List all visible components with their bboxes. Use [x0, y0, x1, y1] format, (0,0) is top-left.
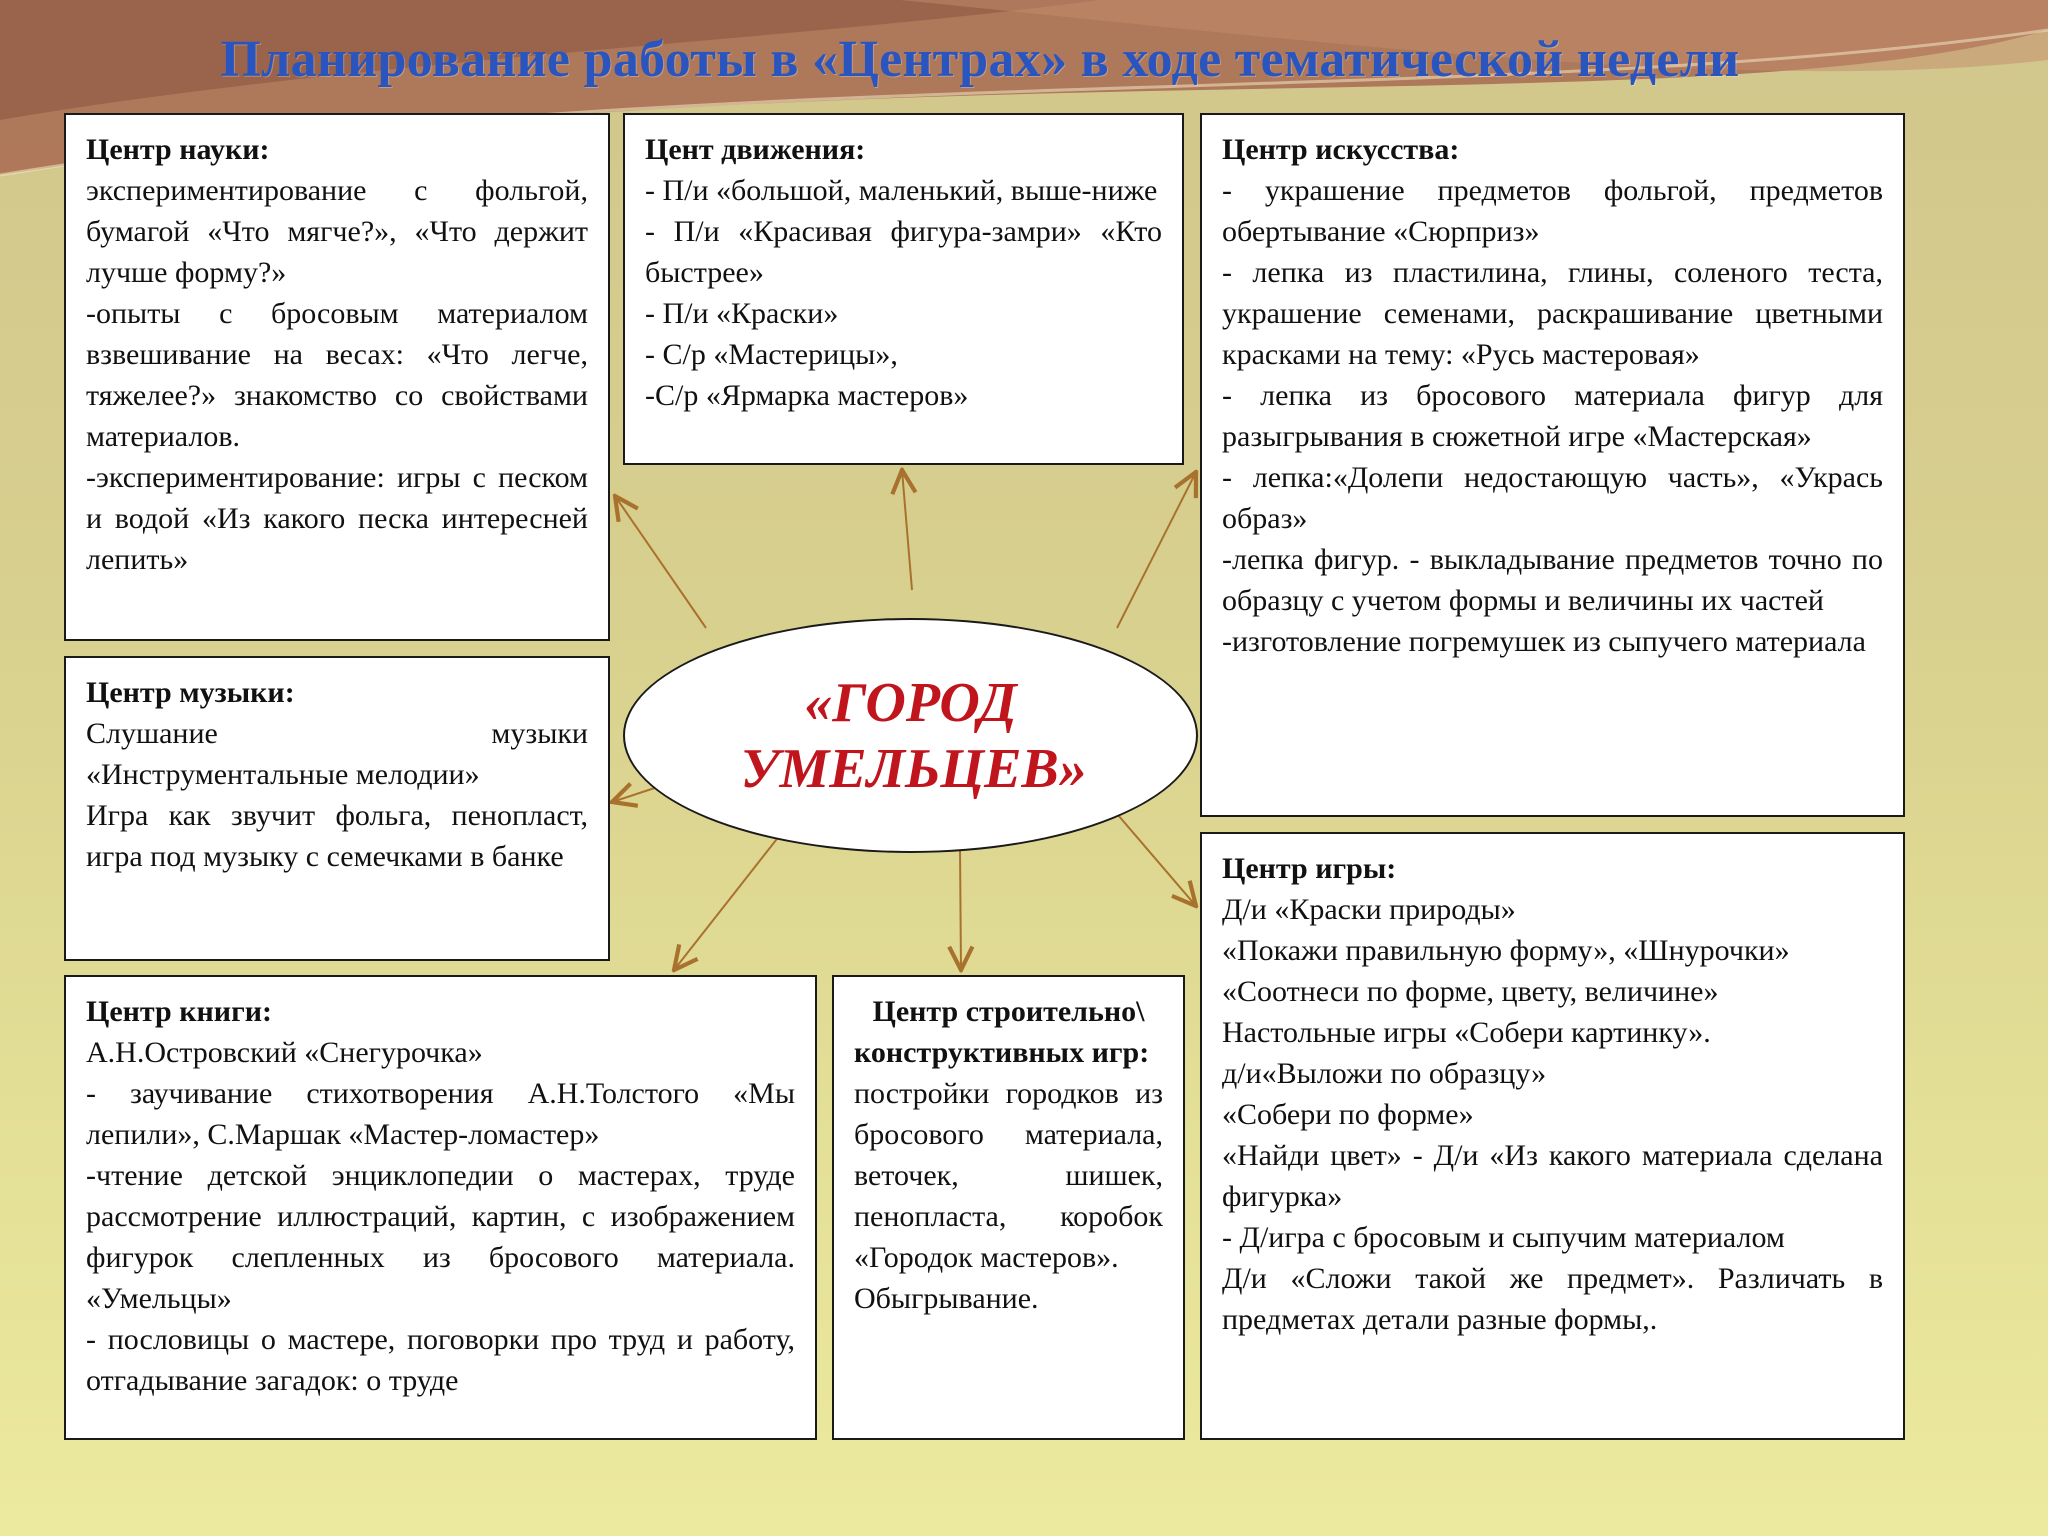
center-stroy-item: Обыгрывание. [854, 1282, 1039, 1315]
center-iskus-item: - лепка из пластилина, глины, соленого теста, украшение семенами, раскрашивание цветными красками на тему: «Русь мастеровая» [1222, 256, 1883, 371]
central-theme-text [740, 670, 1087, 802]
arrow-to-nauka [615, 496, 706, 628]
center-iskus-item: -изготовление погремушек из сыпучего материала [1222, 625, 1866, 658]
center-nauka-item: -опыты с бросовым материалом взвешивание на весах: «Что легче, тяжелее?» знакомство со свойствами материалов. [86, 297, 588, 453]
center-nauka-heading: Центр науки: [86, 133, 270, 166]
center-kniga-item: - пословицы о мастере, поговорки про труд и работу, отгадывание загадок: о труде [86, 1323, 795, 1397]
center-stroy-box [832, 975, 1185, 1440]
center-igra-item: д/и«Выложи по образцу» [1222, 1057, 1547, 1090]
center-dvizh-item: -С/р «Ярмарка мастеров» [645, 379, 969, 412]
center-dvizh-box [623, 113, 1184, 465]
center-igra-item: «Собери по форме» [1222, 1098, 1474, 1131]
center-muz-item: Игра как звучит фольга, пенопласт, игра под музыку с семечками в банке [86, 799, 588, 873]
central-theme-line2: УМЕЛЬЦЕВ» [740, 737, 1087, 800]
center-dvizh-heading: Цент движения: [645, 133, 866, 166]
center-dvizh-item: - П/и «большой, маленький, выше-ниже [645, 174, 1158, 207]
center-igra-item: «Найди цвет» - Д/и «Из какого материала сделана фигурка» [1222, 1139, 1883, 1213]
center-muz-heading: Центр музыки: [86, 676, 295, 709]
central-theme-line1: «ГОРОД [804, 671, 1017, 734]
center-kniga-heading: Центр книги: [86, 995, 272, 1028]
center-nauka-box [64, 113, 610, 641]
center-iskus-item: -лепка фигур. - выкладывание предметов точно по образцу с учетом формы и величины их частей [1222, 543, 1883, 617]
center-muz-box [64, 656, 610, 961]
center-dvizh-item: - С/р «Мастерицы», [645, 338, 898, 371]
center-igra-item: «Покажи правильную форму», «Шнурочки» [1222, 934, 1790, 967]
center-igra-box [1200, 832, 1905, 1440]
center-igra-item: «Соотнеси по форме, цвету, величине» [1222, 975, 1719, 1008]
page-title: Планирование работы в «Центрах» в ходе тематической недели [220, 31, 1740, 88]
arrow-to-dvizh [902, 470, 912, 590]
arrow-to-igra [1118, 815, 1196, 906]
center-iskus-item: - украшение предметов фольгой, предметов обертывание «Сюрприз» [1222, 174, 1883, 248]
center-iskus-item: - лепка из бросового материала фигур для разыгрывания в сюжетной игре «Мастерская» [1222, 379, 1883, 453]
center-iskus-heading: Центр искусства: [1222, 133, 1460, 166]
center-nauka-item: экспериментирование с фольгой, бумагой «Что мягче?», «Что держит лучше форму?» [86, 174, 588, 289]
center-igra-item: Д/и «Сложи такой же предмет». Различать в предметах детали разные формы,. [1222, 1262, 1883, 1336]
center-iskus-item: - лепка:«Долепи недостающую часть», «Укрась образ» [1222, 461, 1883, 535]
arrow-to-stroy [960, 848, 961, 970]
center-kniga-box [64, 975, 817, 1440]
center-dvizh-item: - П/и «Краски» [645, 297, 839, 330]
arrow-to-kniga [674, 835, 780, 970]
arrow-to-iskus [1117, 472, 1196, 628]
center-nauka-item: -экспериментирование: игры с песком и водой «Из какого песка интересней лепить» [86, 461, 588, 576]
center-igra-item: Настольные игры «Собери картинку». [1222, 1016, 1711, 1049]
center-igra-heading: Центр игры: [1222, 852, 1397, 885]
center-muz-item: Слушание музыки «Инструментальные мелодии» [86, 717, 588, 791]
center-kniga-item: - заучивание стихотворения А.Н.Толстого «Мы лепили», С.Маршак «Мастер-ломастер» [86, 1077, 795, 1151]
center-stroy-item: пострoйки городков из бросового материала, веточек, шишек, пенопласта, коробок «Городок мастеров». [854, 1077, 1163, 1274]
central-theme-ellipse [623, 618, 1198, 853]
center-stroy-heading: Центр строительно\ конструктивных игр: [854, 995, 1150, 1069]
center-igra-item: Д/и «Краски природы» [1222, 893, 1516, 926]
center-kniga-item: -чтение детской энциклопедии о мастерах, труде рассмотрение иллюстраций, картин, с изображением фигурок слепленных из бросового материала. «Умельцы» [86, 1159, 795, 1315]
center-kniga-item: А.Н.Островский «Снегурочка» [86, 1036, 483, 1069]
center-iskus-box [1200, 113, 1905, 817]
center-igra-item: - Д/игра с бросовым и сыпучим материалом [1222, 1221, 1785, 1254]
center-dvizh-item: - П/и «Красивая фигура-замри» «Кто быстрее» [645, 215, 1162, 289]
